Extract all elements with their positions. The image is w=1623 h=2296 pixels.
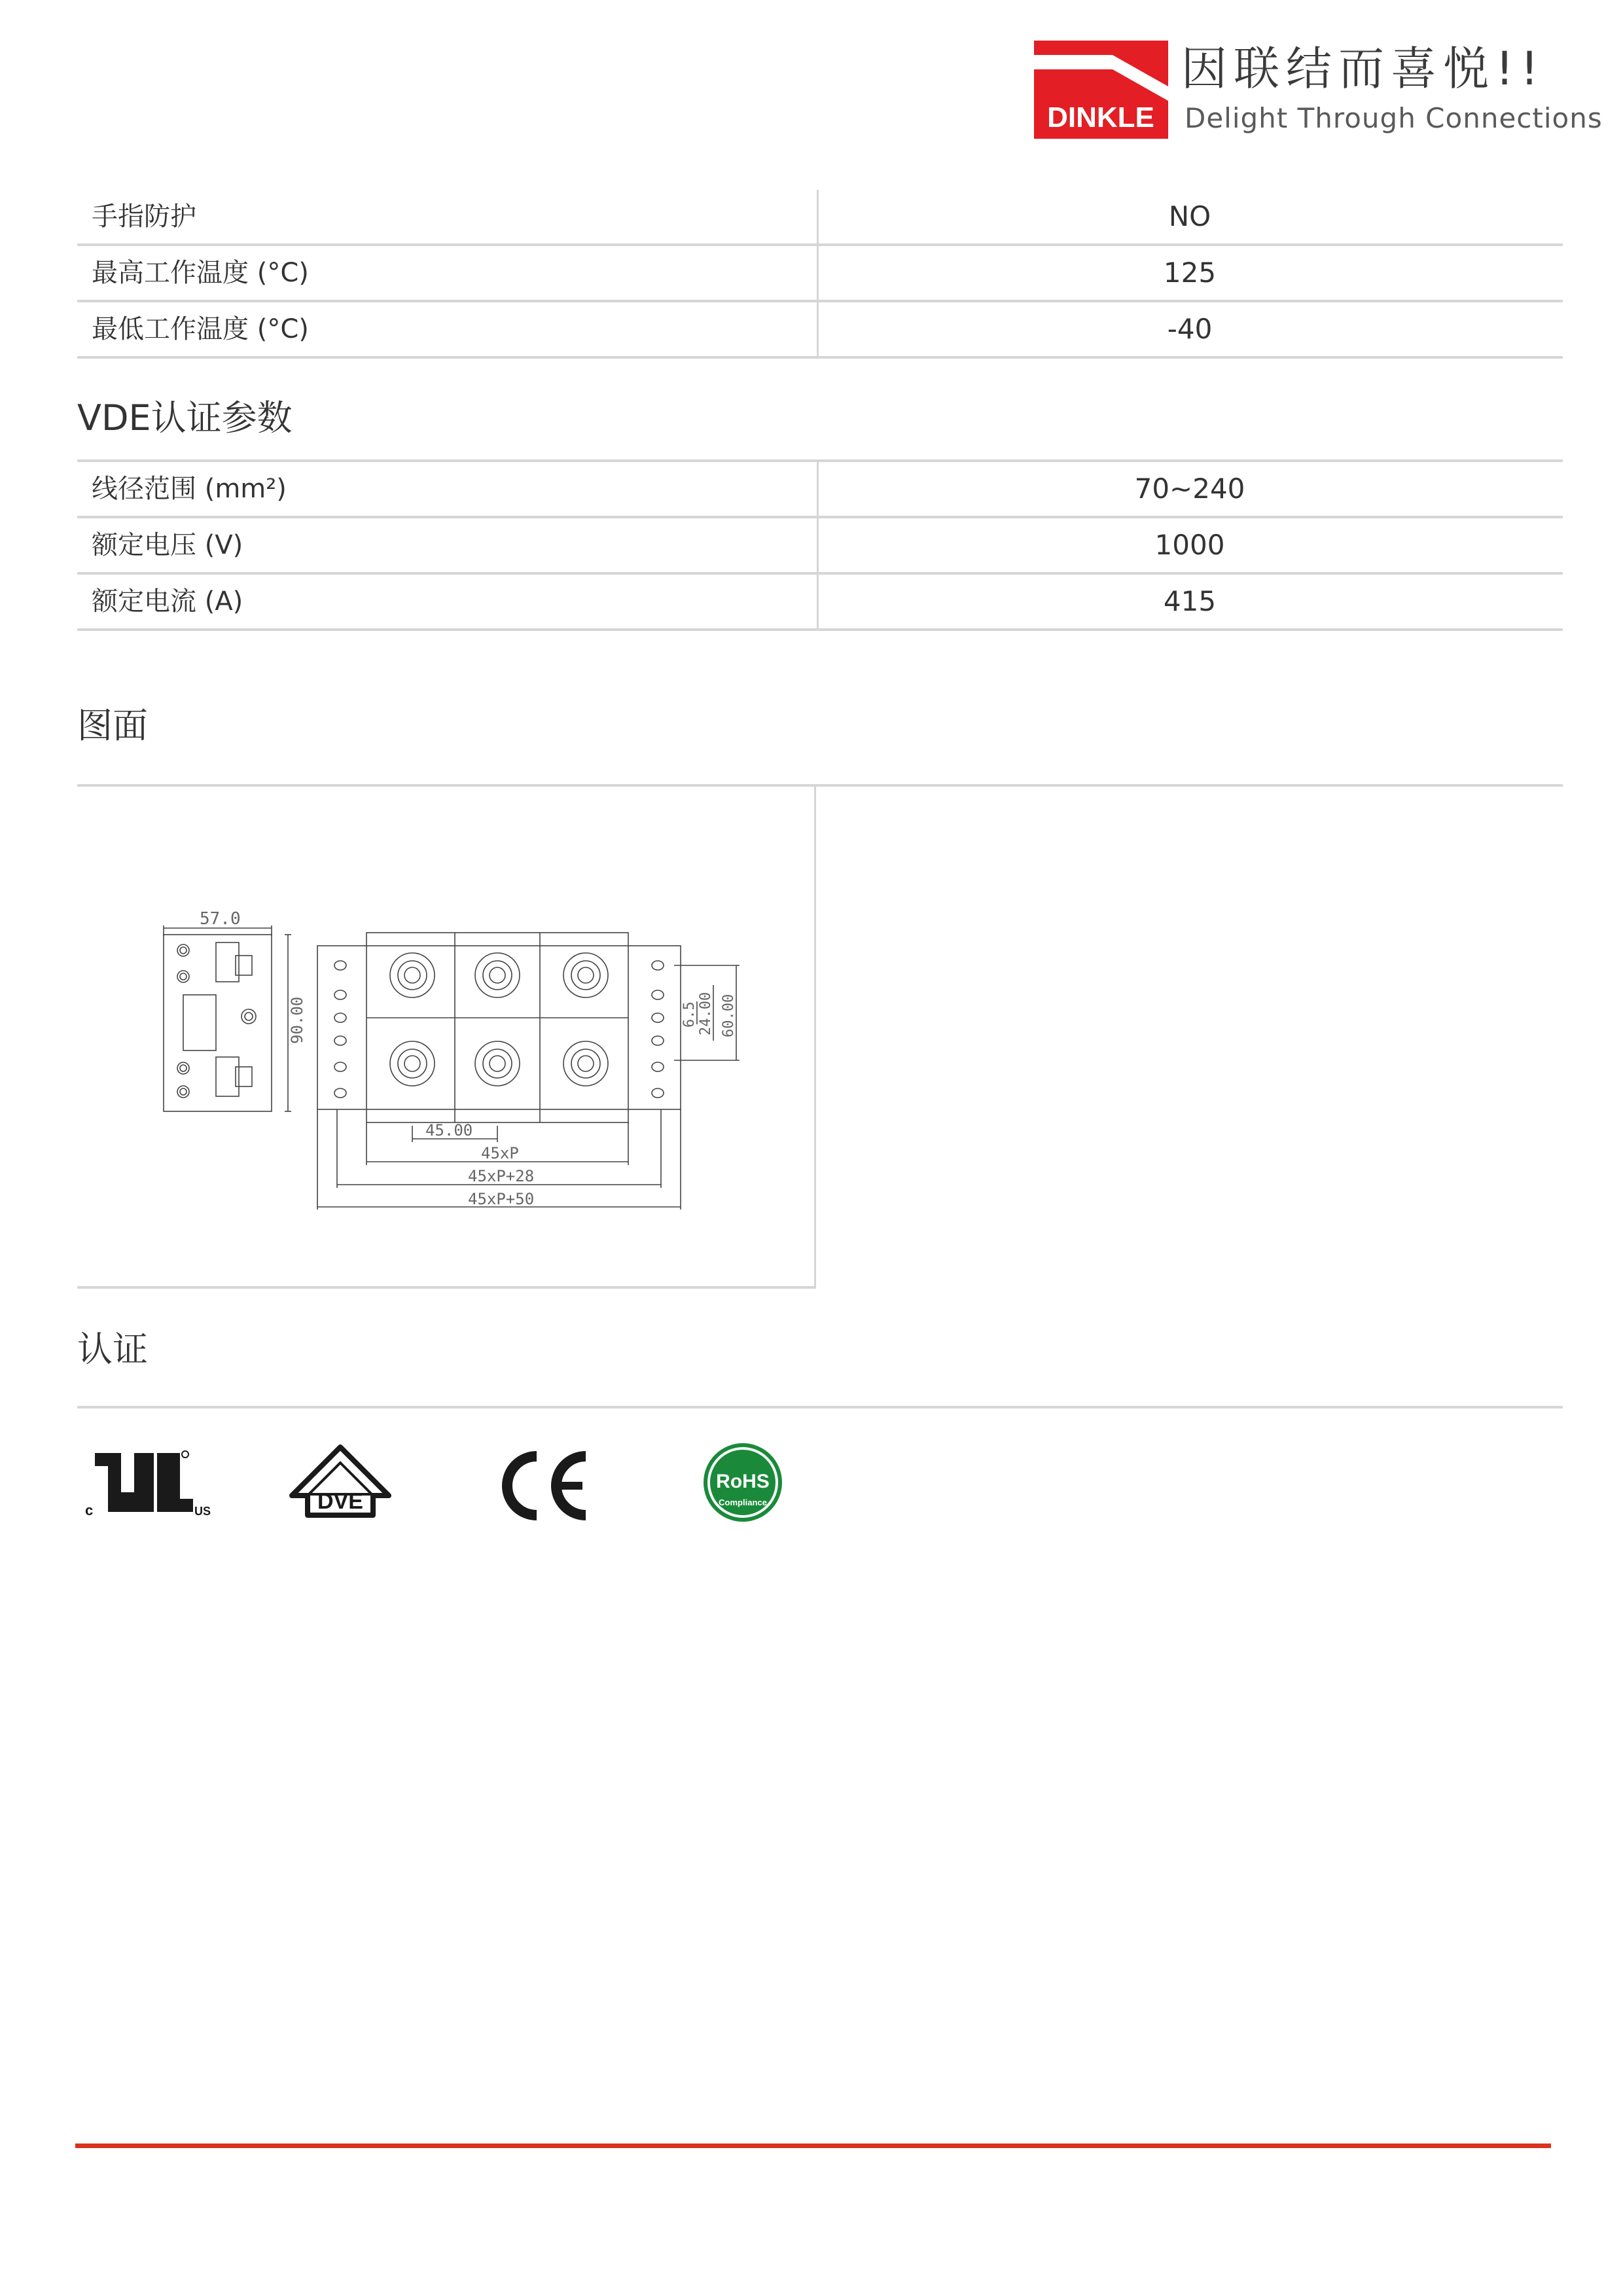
terminal-block-drawing xyxy=(151,897,772,1211)
side-view xyxy=(164,909,306,1111)
rohs-compliance-icon xyxy=(700,1440,785,1525)
spec-key: 额定电流 (A) xyxy=(92,586,243,617)
slogan-cn: 因联结而喜悦!! xyxy=(1181,42,1546,96)
ul-recognized-icon xyxy=(82,1446,211,1525)
table-row xyxy=(77,302,1563,359)
spec-key: 额定电压 (V) xyxy=(92,530,243,560)
table-row xyxy=(77,462,1563,518)
dim-length-28: 45xP+28 xyxy=(468,1167,535,1185)
technical-drawing xyxy=(151,897,772,1211)
screw-terminals xyxy=(390,953,608,1086)
spec-table-general xyxy=(77,190,1563,359)
drawing-panel-divider xyxy=(814,784,816,1288)
drawing-panel-bottom-border xyxy=(77,1286,816,1289)
dim-mid: 24.00 xyxy=(698,992,714,1035)
dim-height-side: 90.00 xyxy=(288,996,306,1044)
table-row xyxy=(77,190,1563,246)
dim-width-side: 57.0 xyxy=(200,909,241,929)
spec-key: 最高工作温度 (°C) xyxy=(92,258,309,288)
drawing-section-title: 图面 xyxy=(77,705,148,746)
dim-small: 6.5 xyxy=(681,1001,698,1028)
table-row xyxy=(77,246,1563,302)
table-row xyxy=(77,575,1563,631)
vde-mark-icon xyxy=(288,1443,393,1528)
vde-section-title: VDE认证参数 xyxy=(77,397,293,439)
footer-accent-line xyxy=(75,2144,1551,2148)
spec-value: -40 xyxy=(1167,313,1213,345)
top-view xyxy=(317,933,740,1210)
dim-length-50: 45xP+50 xyxy=(468,1190,535,1208)
spec-table-vde xyxy=(77,459,1563,631)
cert-divider xyxy=(77,1406,1563,1408)
dim-pitch: 45.00 xyxy=(425,1121,473,1139)
cert-section-title: 认证 xyxy=(77,1329,148,1370)
drawing-panel-top-border xyxy=(77,784,1563,787)
spec-value: 125 xyxy=(1163,257,1217,289)
table-row xyxy=(77,518,1563,575)
dinkle-logo xyxy=(1034,41,1168,139)
rohs-sub-label: Compliance xyxy=(719,1498,767,1507)
vde-label: DVE xyxy=(317,1489,363,1514)
logo-wordmark: DINKLE xyxy=(1047,101,1154,134)
ul-c-label: c xyxy=(85,1502,94,1518)
spec-value: NO xyxy=(1168,200,1211,232)
spec-value: 70~240 xyxy=(1134,473,1245,505)
spec-value: 415 xyxy=(1163,585,1217,617)
spec-value: 1000 xyxy=(1154,529,1225,561)
dim-large: 60.00 xyxy=(721,994,737,1037)
spec-key: 手指防护 xyxy=(92,202,196,232)
dim-pitch-total: 45xP xyxy=(481,1144,519,1162)
spec-key: 线径范围 (mm²) xyxy=(92,474,287,504)
mounting-holes xyxy=(334,961,664,1098)
dinkle-logo-mark-icon xyxy=(1034,41,1168,139)
ce-mark-icon xyxy=(494,1443,592,1528)
slogan-en: Delight Through Connections xyxy=(1185,102,1603,134)
rohs-label: RoHS xyxy=(716,1471,770,1492)
ul-us-label: US xyxy=(194,1505,211,1518)
spec-key: 最低工作温度 (°C) xyxy=(92,314,309,344)
